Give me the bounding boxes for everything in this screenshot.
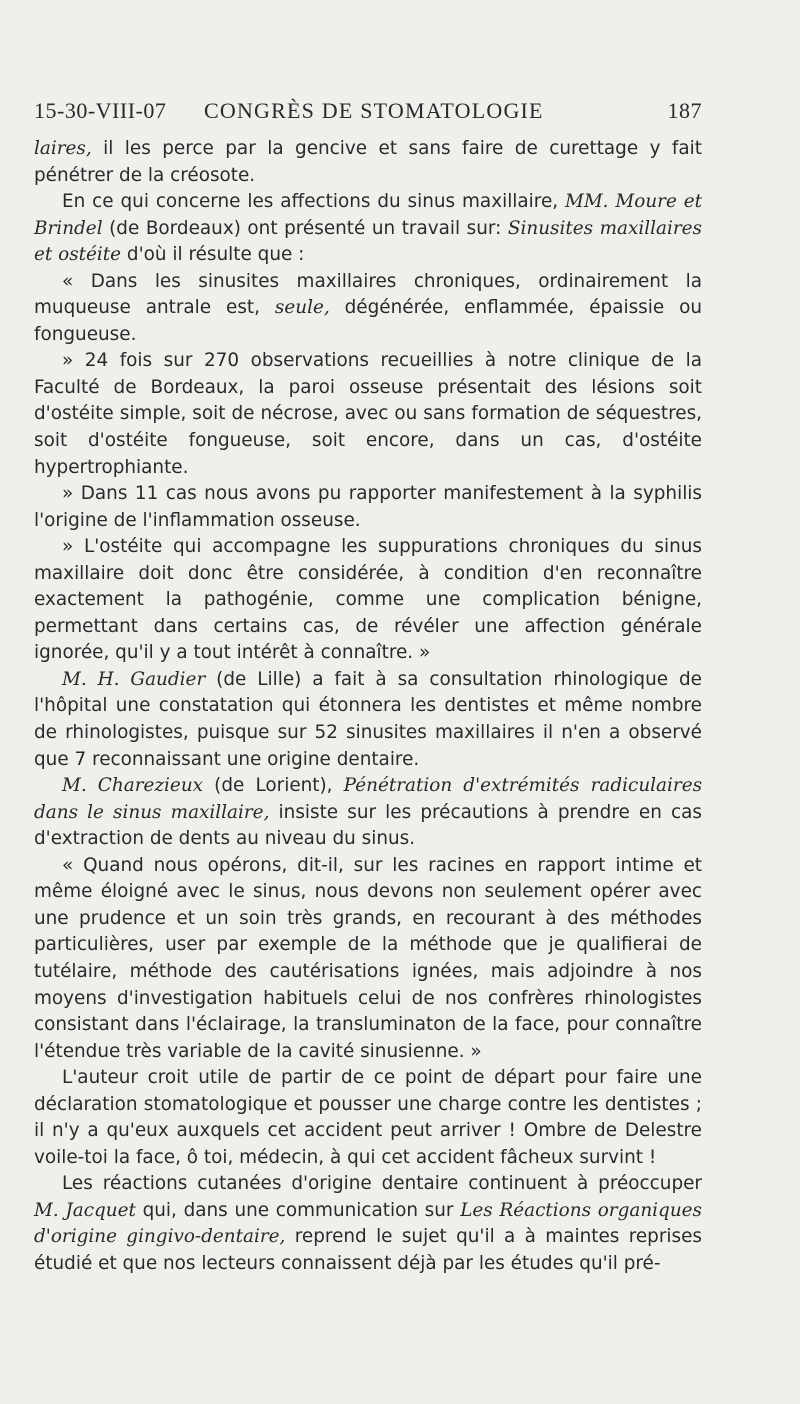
text-run: » 24 fois sur 270 observations recueillies à notre clinique de la Faculté de Bordeaux, la paroi osseuse présentait des lésions soit d'ostéite simple, soit de nécrose, avec ou sans formation de séquestres, soit d'ostéite fongueuse, soit encore, dans un cas, d'ostéite hypertrophiante. (34, 350, 702, 478)
paragraph (34, 348, 702, 481)
header-title: CONGRÈS DE STOMATOLOGIE (204, 98, 544, 123)
italic-text: MM. Moure et Brindel (34, 191, 703, 239)
text-run: reprend le sujet qu'il a à maintes reprises étudié et que nos lecteurs connaissent déjà par les études qu'il pré- (34, 1226, 702, 1274)
italic-text: Pénétration d'extrémités radiculaires dans le sinus maxillaire, (34, 775, 703, 823)
paragraph (34, 534, 702, 667)
paragraph (34, 1065, 702, 1171)
text-run: il les perce par la gencive et sans faire de curettage y fait pénétrer de la créosote. (34, 138, 702, 186)
paragraph (34, 189, 702, 269)
paragraph (34, 136, 702, 189)
paragraph (34, 773, 702, 853)
italic-text: Sinusites maxillaires et ostéite (34, 217, 702, 266)
text-run: (de Lille) a fait à sa consultation rhinologique de l'hôpital une constatation qui étonnera les dentistes et même nombre de rhinologistes, puisque sur 52 sinusites maxillaires il n'en a observé que 7 reconnaissant une origine dentaire. (34, 668, 702, 770)
italic-text: Les Réactions organiques d'origine gingivo-dentaire, (34, 1199, 702, 1248)
paragraph (34, 481, 702, 534)
text-run: « Dans les sinusites maxillaires chroniques, ordinairement la muqueuse antrale est, (34, 270, 702, 319)
running-header (34, 98, 702, 128)
text-run: dégénérée, enflammée, épaissie ou fongueuse. (34, 297, 703, 345)
text-run: d'où il résulte que : (121, 244, 305, 266)
text-run: insiste sur les précautions à prendre en cas d'extraction de dents au niveau du sinus. (34, 801, 702, 850)
paragraph (34, 667, 702, 773)
italic-text: M. Charezieux (62, 775, 204, 797)
text-run: » L'ostéite qui accompagne les suppurations chroniques du sinus maxillaire doit donc être considérée, à condition d'en reconnaître exactement la pathogénie, comme une complication bénigne, permettant dans certains cas, de révéler une affection générale ignorée, qu'il y a tout intérêt à connaître. » (34, 536, 702, 664)
text-run: L'auteur croit utile de partir de ce point de départ pour faire une déclaration stomatologique et pousser une charge contre les dentistes ; il n'y a qu'eux auxquels cet accident peut arriver ! Ombre de Delestre voile-toi la face, ô toi, médecin, à qui cet accident fâcheux survint ! (34, 1067, 702, 1168)
text-run: » Dans 11 cas nous avons pu rapporter manifestement à la syphilis l'origine de l'inflammation osseuse. (34, 483, 702, 531)
paragraph (34, 853, 702, 1065)
paragraph (34, 1171, 702, 1277)
text-run: Les réactions cutanées d'origine dentaire continuent à préoccuper (62, 1173, 702, 1195)
paragraph (34, 269, 702, 349)
text-run: « Quand nous opérons, dit-il, sur les racines en rapport intime et même éloigné avec le sinus, nous devons non seulement opérer avec une prudence et un soin très grands, en recourant à des méthodes particulières, user par exemple de la méthode que je qualifierai de tutélaire, méthode des cautérisations ignées, mais adjoindre à nos moyens d'investigation habituels celui de nos confrères rhinologistes consistant dans l'éclairage, la transluminaton de la face, pour connaître l'étendue très variable de la cavité sinusienne. » (34, 854, 702, 1062)
text-run: qui, dans une communication sur (135, 1199, 461, 1221)
italic-text: seule, (274, 297, 330, 319)
page-number: 187 (667, 98, 702, 123)
header-date: 15-30-VIII-07 (34, 98, 167, 123)
text-run: (de Bordeaux) ont présenté un travail sur: (102, 217, 508, 239)
italic-text: laires, (34, 138, 92, 159)
italic-text: M. Jacquet (34, 1199, 136, 1221)
body-text (34, 136, 702, 1278)
text-run: En ce qui concerne les affections du sinus maxillaire, (62, 191, 566, 213)
italic-text: M. H. Gaudier (62, 668, 206, 690)
text-run: (de Lorient), (203, 775, 344, 797)
